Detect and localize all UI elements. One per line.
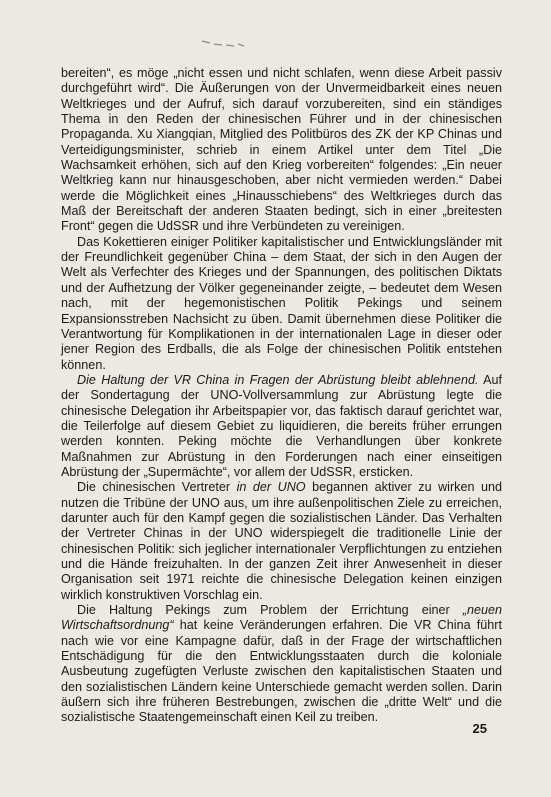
- text-segment: Das Kokettieren einiger Politiker kapitalistischer und Entwicklungsländer mit der Freundlichkeit gegenüber China – dem Staat, der sich in den Augen der Welt als Verfechter des Krieges und der Spannungen, des politischen Diktats und der Aufhetzung der Völker gegeneinander zeigte, – bedeutet dem Wesen nach, mit der hegemonistischen Politik Pekings und seinem Expansionsstreben Nachsicht zu üben. Damit übernehmen diese Politiker die Verantwortung für Komplikationen in der internationalen Lage in dieser oder jener Region des Erdballs, die als Folge der chinesischen Politik entstehen können.: [61, 234, 502, 372]
- body-text: [61, 66, 502, 726]
- text-segment: Die chinesischen Vertreter: [77, 480, 237, 495]
- paragraph: [61, 480, 502, 603]
- text-segment: Die Haltung Pekings zum Problem der Errichtung einer: [77, 603, 463, 618]
- text-segment: bereiten“, es möge „nicht essen und nicht schlafen, wenn diese Arbeit passiv durchgeführt wird“. Die Äußerungen von der Unvermeidbarkeit eines neuen Weltkrieges und der Aufruf, sich darauf vorzubereiten, sind ein ständiges Thema in den Reden der chinesischen Führer und in der chinesischen Propaganda. Xu Xiangqian, Mitglied des Politbüros des ZK der KP Chinas und Verteidigungsminister, schrieb in einem Artikel unter dem Titel „Die Wachsamkeit erhöhen, sich auf den Krieg vorbereiten“ folgendes: „Ein neuer Weltkrieg kann nur hinausgeschoben, aber nicht vermieden werden.“ Dabei werde die Möglichkeit eines „Hinausschiebens“ des Weltkrieges durch das Maß der Bereitschaft der anderen Staaten bedingt, sich in einer „breitesten Front“ gegen die UdSSR und ihre Verbündeten zu vereinigen.: [61, 66, 502, 234]
- italic-segment: Die Haltung der VR China in Fragen der Abrüstung bleibt ablehnend.: [77, 372, 479, 387]
- paragraph: [61, 603, 502, 726]
- text-segment: Auf der Sondertagung der UNO-Vollversammlung zur Abrüstung legte die chinesische Delegation ihr Arbeitspapier vor, das faktisch darauf gerichtet war, die Teilerfolge auf diesem Gebiet zu liquidieren, die bereits früher errungen werden konnten. Peking möchte die Verhandlungen über konkrete Maßnahmen zur Abrüstung in den Forderungen nach einer einseitigen Abrüstung der „Supermächte“, vor allem der UdSSR, ersticken.: [61, 372, 502, 479]
- italic-segment: „neuen Wirtschaftsordnung“: [61, 603, 502, 633]
- paragraph: [61, 373, 502, 480]
- scan-speck-mark: [200, 38, 248, 48]
- text-segment: begannen aktiver zu wirken und nutzen die Tribüne der UNO aus, um ihre außenpolitischen Ziele zu erreichen, darunter auch für den Kampf gegen die sozialistischen Länder. Das Verhalten der Vertreter Chinas in der UNO widerspiegelt die traditionelle Linie der chinesischen Politik: sich jeglicher internationaler Verpflichtungen zu entziehen und die Hände freizuhalten. In der ganzen Zeit ihrer Anwesenheit in dieser Organisation seit 1971 reichte die chinesische Delegation keinen einzigen wirklich konstruktiven Vorschlag ein.: [61, 480, 503, 602]
- text-segment: hat keine Veränderungen erfahren. Die VR China führt nach wie vor eine Kampagne dafür, daß in der Frage der wirtschaftlichen Entschädigung für die den Entwicklungsstaaten durch die koloniale Ausbeutung zugefügten Verluste zwischen den kapitalistischen Staaten und den sozialistischen Ländern keine Unterschiede gemacht werden sollen. Darin äußern sich ihre früheren Bestrebungen, zwischen die „dritte Welt“ und die sozialistische Staatengemeinschaft einen Keil zu treiben.: [61, 618, 502, 725]
- paragraph: [61, 66, 502, 235]
- page-number: 25: [472, 721, 487, 736]
- paragraph: [61, 235, 502, 373]
- italic-segment: in der UNO: [236, 480, 306, 495]
